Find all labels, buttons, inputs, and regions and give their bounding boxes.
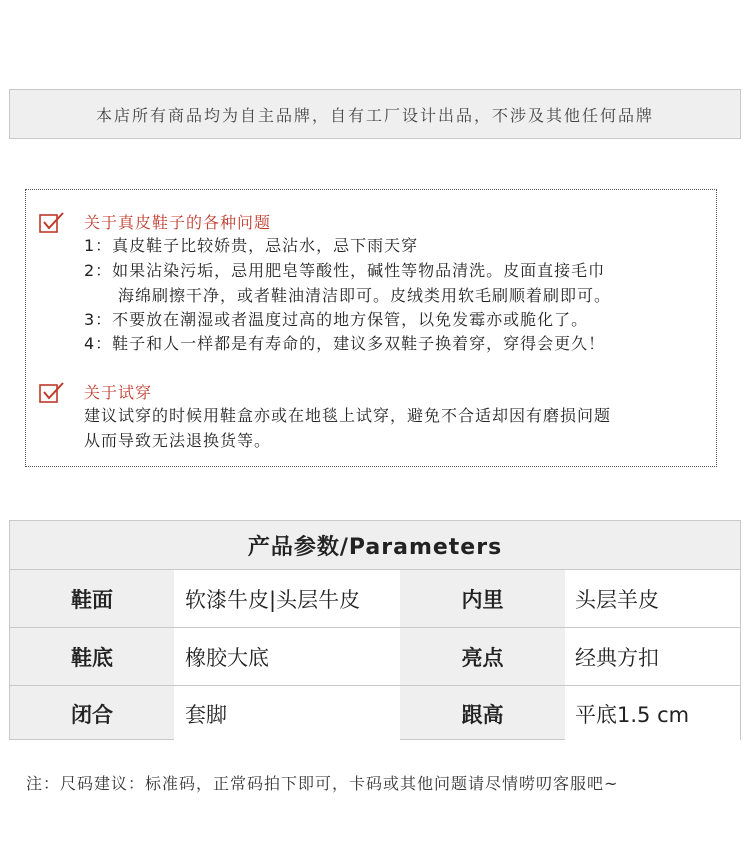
size-note: 注：尺码建议：标准码，正常码拍下即可，卡码或其他问题请尽情唠叨客服吧~ (26, 774, 619, 793)
param-label: 跟高 (461, 703, 504, 727)
param-value: 橡胶大底 (174, 628, 400, 685)
param-value: 头层羊皮 (565, 570, 740, 627)
product-parameters-table (9, 520, 741, 740)
care-line-3: 3：不要放在潮湿或者温度过高的地方保管，以免发霉亦或脆化了。 (84, 310, 589, 329)
param-value: 平底1.5 cm (565, 686, 740, 742)
care-notice-box (25, 189, 717, 467)
check-square-icon (39, 211, 65, 233)
care-line-2-cont: 海绵刷擦干净，或者鞋油清洁即可。皮绒类用软毛刷顺着刷即可。 (118, 286, 612, 305)
care-line-2: 2：如果沾染污垢，忌用肥皂等酸性，碱性等物品清洗。皮面直接毛巾 (84, 261, 606, 280)
param-value: 套脚 (174, 686, 400, 742)
try-on-line-2: 从而导致无法退换货等。 (84, 431, 272, 450)
section-try-on-header (39, 380, 152, 403)
section-leather-care-header (39, 210, 271, 233)
param-label: 鞋底 (71, 645, 113, 670)
param-value: 经典方扣 (565, 628, 740, 685)
parameters-title: 产品参数/Parameters (10, 521, 740, 570)
param-value: 软漆牛皮|头层牛皮 (174, 570, 400, 627)
brand-banner-text: 本店所有商品均为自主品牌，自有工厂设计出品，不涉及其他任何品牌 (95, 105, 654, 125)
section-leather-care-title: 关于真皮鞋子的各种问题 (84, 213, 272, 232)
care-line-4: 4：鞋子和人一样都是有寿命的，建议多双鞋子换着穿，穿得会更久！ (84, 334, 606, 353)
param-label: 闭合 (71, 703, 113, 727)
brand-banner (9, 89, 741, 139)
table-row (10, 686, 740, 742)
table-row (10, 570, 740, 628)
param-label: 亮点 (461, 645, 504, 670)
try-on-line-1: 建议试穿的时候用鞋盒亦或在地毯上试穿，避免不合适却因有磨损问题 (84, 406, 612, 425)
check-square-icon (39, 381, 65, 403)
table-row (10, 628, 740, 686)
care-line-1: 1：真皮鞋子比较娇贵，忌沾水，忌下雨天穿 (84, 236, 419, 255)
param-label: 鞋面 (71, 587, 113, 612)
section-try-on-title: 关于试穿 (84, 383, 153, 402)
param-label: 内里 (461, 587, 504, 612)
